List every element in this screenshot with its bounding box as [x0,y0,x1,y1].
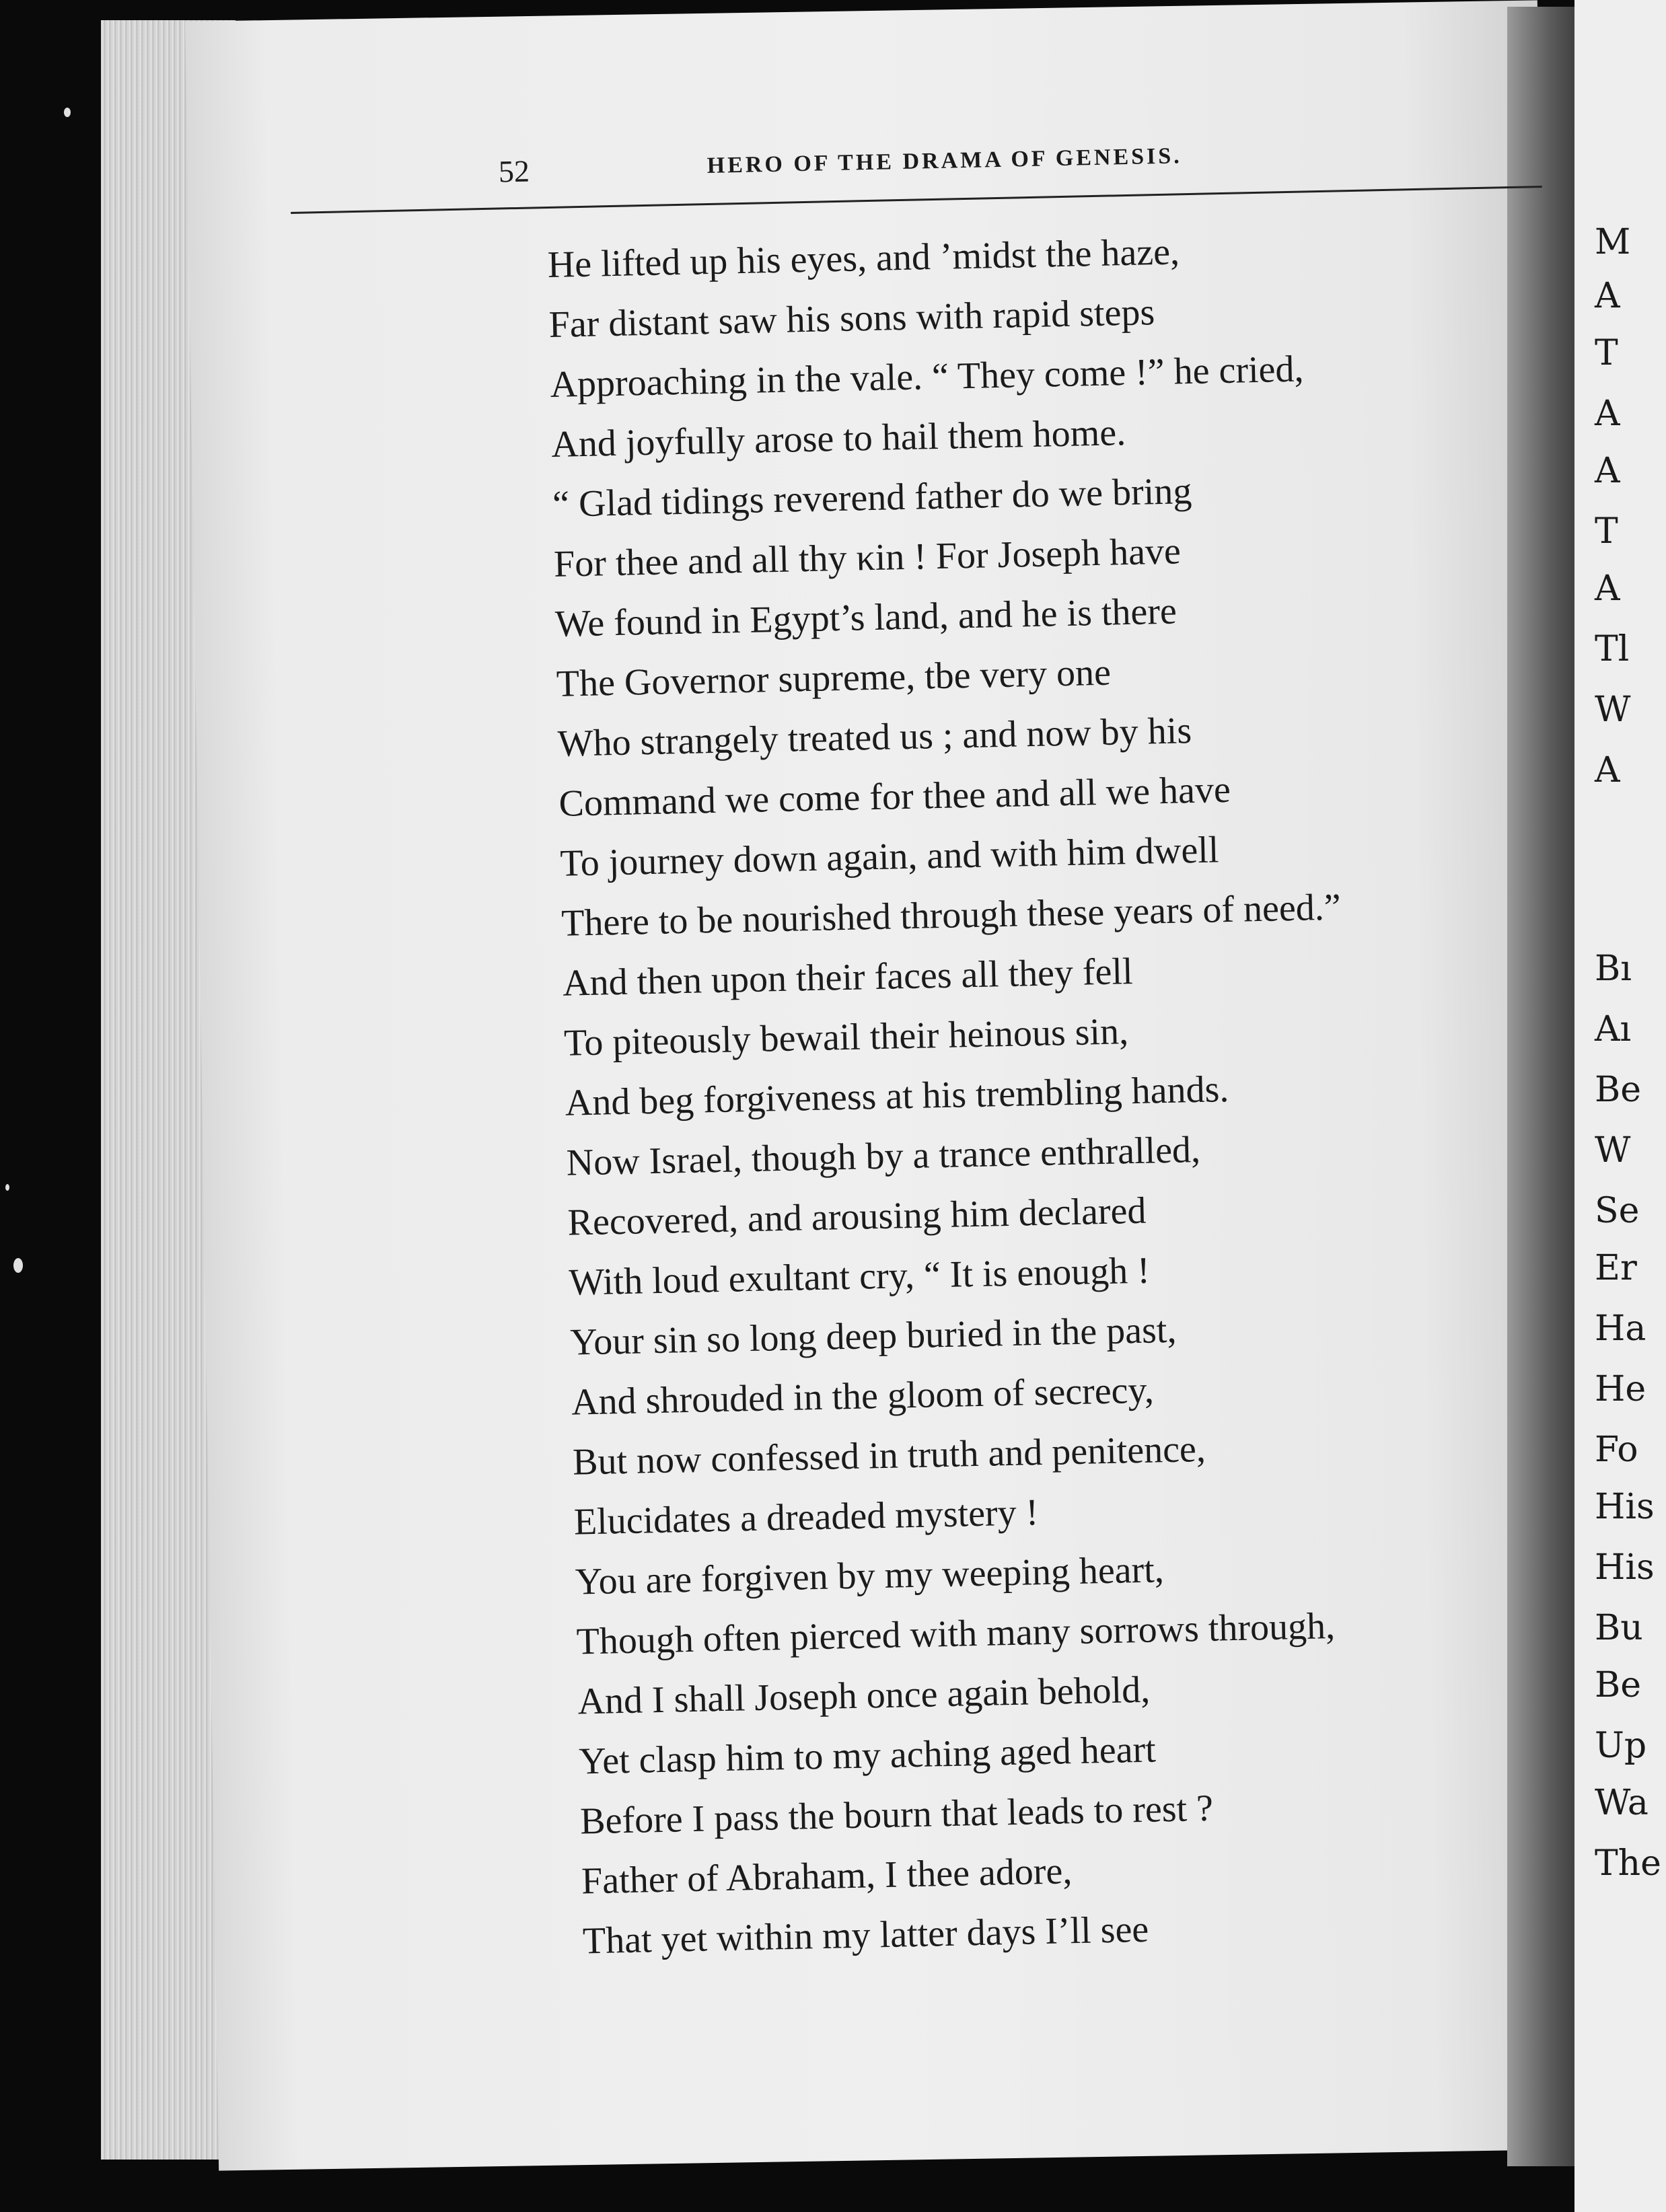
verse-line: And I shall Joseph once again behold, [577,1668,1151,1723]
verse-line: Father of Abraham, I thee adore, [581,1850,1073,1903]
verse-line: Far distant saw his sons with rapid steps [548,291,1155,346]
verse-line: Who strangely treated us ; and now by his [557,710,1192,765]
verse-line: Your sin so long deep buried in the past, [569,1308,1177,1364]
facing-fragment: A [1595,394,1620,434]
verse-line: Before I pass the bourn that leads to rest ? [579,1787,1214,1843]
verse-line: And then upon their faces all they fell [562,951,1134,1004]
facing-fragment: A [1595,276,1620,316]
scan-speck [64,108,71,117]
verse-line: And joyfully arose to hail them home. [550,412,1126,466]
verse-line: Approaching in the vale. “ They come !” he cried, [549,348,1305,406]
facing-fragment: A [1595,568,1620,609]
facing-fragment: Bu [1595,1608,1643,1648]
facing-fragment: Fo [1595,1430,1638,1470]
verse-line: With loud exultant cry, “ It is enough ! [568,1249,1151,1304]
verse-line: Recovered, and arousing him declared [567,1189,1147,1244]
facing-fragment: M [1595,222,1631,262]
page-text-block [289,118,1579,1977]
verse-line: Though often pierced with many sorrows through, [576,1605,1336,1663]
facing-fragment: A [1595,750,1620,790]
facing-fragment: Up [1595,1726,1647,1766]
facing-fragment: A [1595,451,1620,491]
poem-body [547,215,1579,1971]
facing-fragment: W [1595,690,1631,730]
verse-line: Command we come for thee and all we have [558,768,1231,825]
facing-fragment: Wa [1595,1783,1649,1823]
verse-line: “ Glad tidings reverend father do we bring [552,470,1192,525]
verse-line: And shrouded in the gloom of secrecy, [571,1369,1155,1424]
verse-line: But now confessed in truth and penitence, [572,1428,1206,1483]
verse-line: He lifted up his eyes, and ’midst the haze, [547,231,1180,286]
scan-speck [13,1258,23,1273]
verse-line: To piteously bewail their heinous sin, [563,1010,1129,1064]
scan-speck [5,1184,9,1191]
page-number: 52 [498,153,530,189]
facing-fragment: T [1595,333,1618,373]
verse-line: That yet within my latter days I’ll see [582,1908,1149,1962]
facing-fragment: Aı [1595,1009,1632,1049]
facing-fragment: The [1595,1843,1661,1884]
facing-fragment: His [1595,1547,1655,1588]
facing-fragment: Ha [1595,1308,1646,1349]
facing-fragment: W [1595,1130,1631,1171]
facing-fragment: Se [1595,1191,1640,1231]
facing-fragment: Er [1595,1248,1637,1288]
verse-line: You are forgiven by my weeping heart, [575,1549,1165,1603]
verse-line: Yet clasp him to my aching aged heart [578,1728,1157,1783]
facing-fragment: Be [1595,1665,1641,1705]
facing-fragment: His [1595,1487,1655,1527]
verse-line: The Governor supreme, tbe very one [556,651,1112,705]
verse-line: For thee and all thy κin ! For Joseph have [553,530,1182,585]
verse-line: To journey down again, and with him dwell [559,829,1219,885]
verse-line: Now Israel, though by a trance enthralled, [566,1128,1201,1184]
verse-line: And beg forgiveness at his trembling hands. [565,1068,1229,1124]
running-title: HERO OF THE DRAMA OF GENESIS. [707,143,1183,179]
facing-fragment: Be [1595,1070,1641,1110]
facing-fragment: Bı [1595,949,1632,989]
facing-page [1574,0,1666,2212]
facing-fragment: He [1595,1369,1646,1409]
verse-line: There to be nourished through these years of need.” [560,886,1342,945]
verse-line: Elucidates a dreaded mystery ! [573,1491,1039,1543]
verse-line: We found in Egypt’s land, and he is there [554,590,1178,645]
facing-fragment: T [1595,511,1618,552]
facing-fragment: Tl [1595,629,1630,669]
